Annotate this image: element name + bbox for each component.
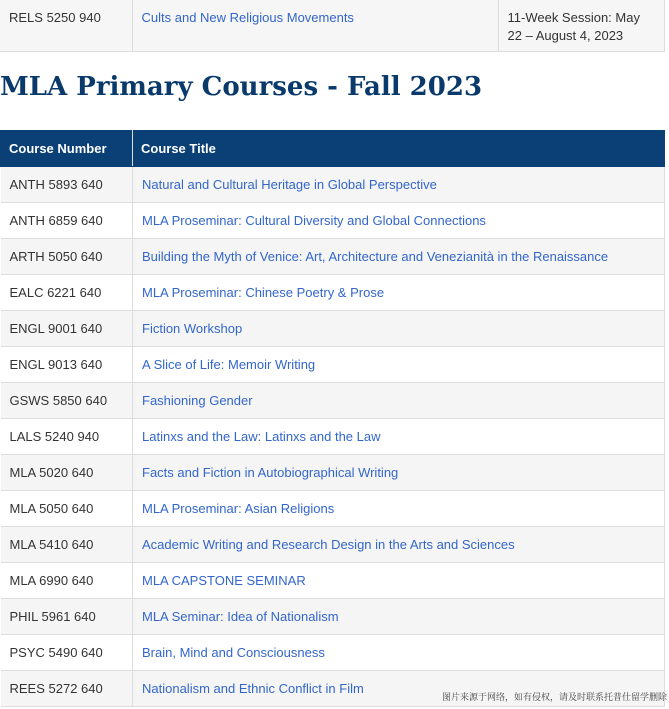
course-number: LALS 5240 940	[9, 429, 100, 444]
course-title-cell	[133, 419, 665, 455]
table-row	[1, 239, 665, 275]
table-row	[1, 527, 665, 563]
course-number-cell	[1, 491, 133, 527]
course-number: ENGL 9001 640	[9, 321, 103, 336]
session-cell	[498, 0, 664, 52]
course-title-cell	[133, 311, 665, 347]
course-title-link[interactable]: Facts and Fiction in Autobiographical Writing	[142, 465, 399, 480]
session-text: 11-Week Session: May 22 – August 4, 2023	[507, 10, 640, 43]
course-title-cell	[133, 383, 665, 419]
course-number-cell	[1, 203, 133, 239]
table-row	[1, 635, 665, 671]
course-number-cell	[1, 167, 133, 203]
course-title-link[interactable]: Fiction Workshop	[142, 321, 243, 336]
course-title-link[interactable]: MLA Proseminar: Chinese Poetry & Prose	[142, 285, 385, 300]
column-header-course-title: Course Title	[133, 131, 665, 167]
course-title-link[interactable]: Nationalism and Ethnic Conflict in Film	[142, 681, 364, 696]
course-title-cell	[133, 167, 665, 203]
course-title-link[interactable]: Latinxs and the Law: Latinxs and the Law	[142, 429, 381, 444]
course-title-link[interactable]: A Slice of Life: Memoir Writing	[142, 357, 316, 372]
course-number: MLA 5020 640	[9, 465, 94, 480]
course-number: GSWS 5850 640	[9, 393, 108, 408]
table-row	[1, 383, 665, 419]
course-title-cell	[133, 347, 665, 383]
course-title-link[interactable]: MLA Seminar: Idea of Nationalism	[142, 609, 339, 624]
course-title-link[interactable]: Cults and New Religious Movements	[141, 10, 354, 25]
column-header-course-number: Course Number	[1, 131, 133, 167]
table-row	[1, 275, 665, 311]
table-row	[1, 491, 665, 527]
course-number-cell	[1, 599, 133, 635]
course-number-cell	[1, 635, 133, 671]
course-number: MLA 5410 640	[9, 537, 94, 552]
course-number: ANTH 6859 640	[9, 213, 103, 228]
course-title-link[interactable]: Brain, Mind and Consciousness	[142, 645, 325, 660]
course-number: PHIL 5961 640	[9, 609, 96, 624]
table-row	[1, 563, 665, 599]
course-number-cell	[1, 311, 133, 347]
course-title-link[interactable]: MLA CAPSTONE SEMINAR	[142, 573, 306, 588]
course-title-cell	[133, 275, 665, 311]
course-number: EALC 6221 640	[9, 285, 102, 300]
table-row	[1, 419, 665, 455]
course-number-cell	[1, 527, 133, 563]
course-title-cell	[133, 239, 665, 275]
course-number: MLA 6990 640	[9, 573, 94, 588]
table-row	[1, 311, 665, 347]
table-row	[0, 0, 664, 52]
course-number-cell	[1, 455, 133, 491]
watermark-text: 图片来源于网络，如有侵权，请及时联系托普仕留学删除	[441, 692, 667, 702]
course-title-link[interactable]: Building the Myth of Venice: Art, Architecture and Venezianità in the Renaissance	[142, 249, 609, 264]
section-title: MLA Primary Courses - Fall 2023	[0, 72, 483, 102]
table-header-row	[1, 131, 665, 167]
course-number: PSYC 5490 640	[9, 645, 103, 660]
course-title-cell	[133, 455, 665, 491]
fall-courses-table	[0, 130, 665, 707]
course-number: ANTH 5893 640	[9, 177, 103, 192]
table-row	[1, 203, 665, 239]
table-row	[1, 167, 665, 203]
course-number-cell	[1, 383, 133, 419]
course-number-cell	[1, 563, 133, 599]
course-title-link[interactable]: Academic Writing and Research Design in the Arts and Sciences	[142, 537, 515, 552]
course-number: REES 5272 640	[9, 681, 103, 696]
table-row	[1, 455, 665, 491]
course-number-cell	[1, 275, 133, 311]
course-title-cell	[133, 635, 665, 671]
course-number-cell	[1, 347, 133, 383]
course-title-cell	[133, 491, 665, 527]
course-number-cell	[1, 419, 133, 455]
course-title-link[interactable]: Natural and Cultural Heritage in Global Perspective	[142, 177, 437, 192]
course-title-cell	[133, 599, 665, 635]
course-title-cell	[133, 527, 665, 563]
course-number-cell	[1, 671, 133, 707]
table-body	[1, 167, 665, 707]
course-title-link[interactable]: Fashioning Gender	[142, 393, 253, 408]
course-number-cell	[0, 0, 132, 52]
previous-courses-table	[0, 0, 665, 52]
table-row	[1, 347, 665, 383]
course-number: RELS 5250 940	[9, 10, 101, 25]
course-title-cell	[132, 0, 498, 52]
table-row	[1, 599, 665, 635]
course-number: ARTH 5050 640	[9, 249, 103, 264]
course-number: ENGL 9013 640	[9, 357, 103, 372]
course-title-cell	[133, 563, 665, 599]
course-number: MLA 5050 640	[9, 501, 94, 516]
course-number-cell	[1, 239, 133, 275]
course-title-cell	[133, 203, 665, 239]
course-title-link[interactable]: MLA Proseminar: Cultural Diversity and Global Connections	[142, 213, 486, 228]
course-title-link[interactable]: MLA Proseminar: Asian Religions	[142, 501, 335, 516]
